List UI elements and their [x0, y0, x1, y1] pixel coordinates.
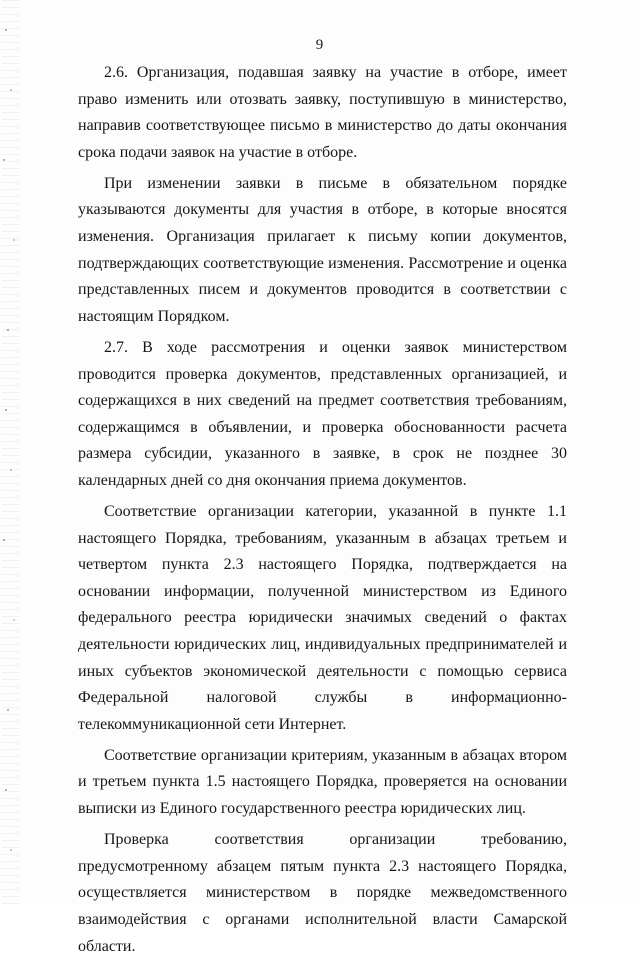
paragraph-2-7: 2.7. В ходе рассмотрения и оценки заявок министерством проводится проверка документов, представленных организацией, и содержащихся в них сведений на предмет соответствия требованиям, содержащимся в объявлении, и проверка обоснованности расчета размера субсидии, указанного в заявке, в срок не позднее 30 календарных дней со дня окончания приема документов. — [78, 338, 567, 489]
paragraph-category-compliance: Соответствие организации категории, указанной в пункте 1.1 настоящего Порядка, требованиям, указанным в абзацах третьем и четвертом пункта 2.3 настоящего Порядка, подтверждается на основании информации, полученной министерством из Единого федерального реестра юридически значимых сведений о фактах деятельности юридических лиц, индивидуальных предпринимателей и иных субъектов экономической деятельности с помощью сервиса Федеральной налоговой службы в информационно-телекоммуникационной сети Интернет. — [78, 503, 567, 733]
paragraph-criteria-compliance: Соответствие организации критериям, указанным в абзацах втором и третьем пункта 1.5 настоящего Порядка, проверяется на основании выписки из Единого государственного реестра юридических лиц. — [78, 746, 567, 818]
document-body — [78, 60, 567, 965]
paragraph-interagency-check: Проверка соответствия организации требованию, предусмотренному абзацем пятым пункта 2.3 настоящего Порядка, осуществляется министерством в порядке межведомственного взаимодействия с органами исполнительной власти Самарской области. — [78, 831, 567, 955]
paragraph-2-6: 2.6. Организация, подавшая заявку на участие в отборе, имеет право изменить или отозвать заявку, поступившую в министерство, направив соответствующее письмо в министерство до даты окончания срока подачи заявок на участие в отборе. — [78, 64, 567, 161]
scan-edge-lines — [2, 0, 20, 905]
page-number: 9 — [315, 37, 324, 53]
paragraph-application-change: При изменении заявки в письме в обязательном порядке указываются документы для участия в отборе, в которые вносятся изменения. Организация прилагает к письму копии документов, подтверждающих соответствующие изменения. Рассмотрение и оценка представленных писем и документов проводится в соответствии с настоящим Порядком. — [78, 174, 567, 325]
